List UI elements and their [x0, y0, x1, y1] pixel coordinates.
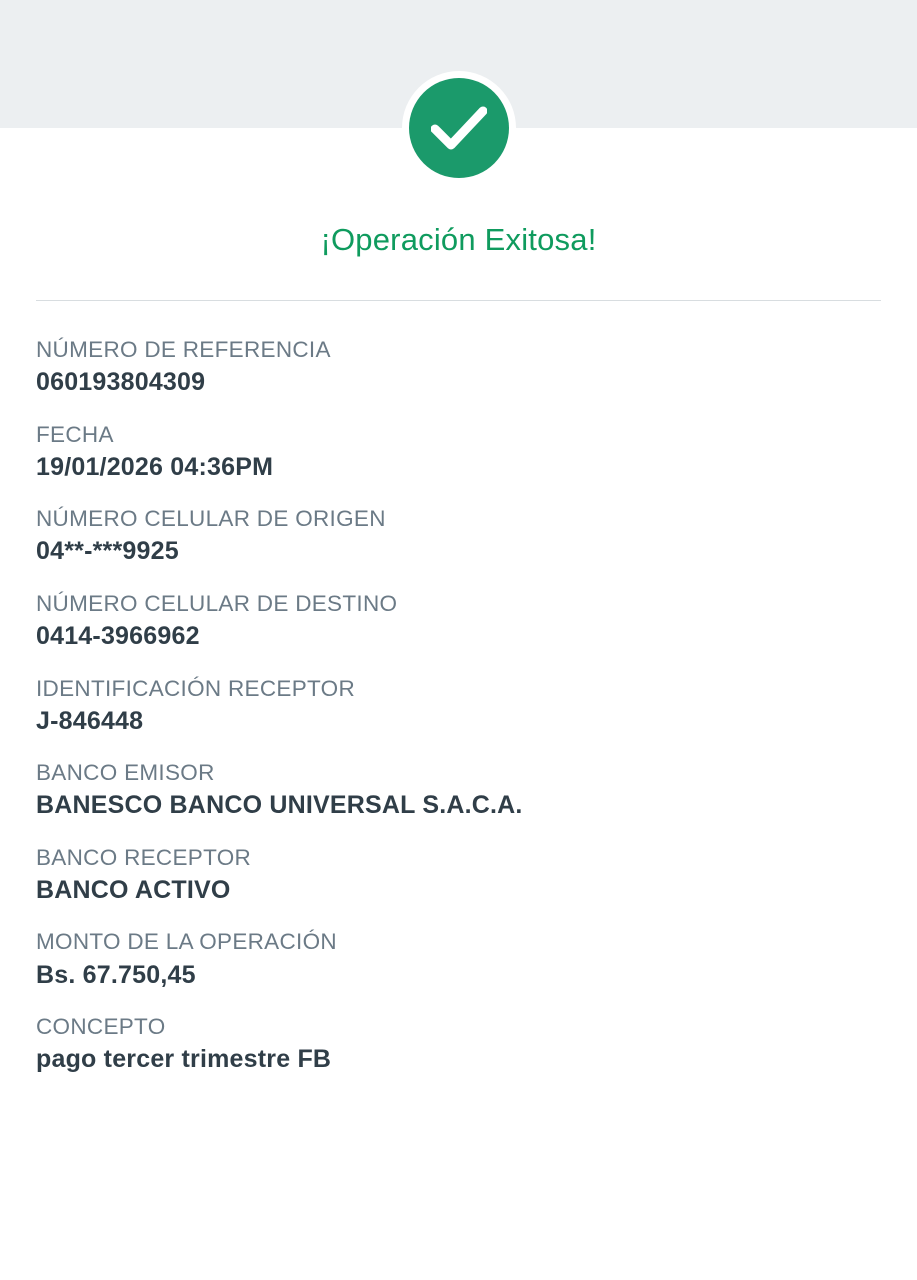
- field-value: 04**-***9925: [36, 537, 179, 566]
- field-label: BANCO RECEPTOR: [36, 844, 252, 870]
- field-value: pago tercer trimestre FB: [36, 1045, 332, 1074]
- field-value: J-846448: [36, 706, 144, 735]
- field-label: CONCEPTO: [36, 1014, 166, 1039]
- field-value: BANCO ACTIVO: [36, 875, 231, 904]
- divider: [36, 300, 881, 301]
- receipt-field: [36, 759, 881, 822]
- success-headline: ¡Operación Exitosa!: [320, 222, 597, 257]
- field-value: 0414-3966962: [36, 622, 200, 650]
- field-label: BANCO EMISOR: [36, 760, 215, 786]
- receipt-field: [36, 505, 881, 568]
- receipt-field: [36, 844, 881, 907]
- receipt-field: [36, 1013, 881, 1076]
- field-value: 19/01/2026 04:36PM: [36, 452, 274, 481]
- field-label: NÚMERO CELULAR DE ORIGEN: [36, 506, 386, 532]
- field-label: NÚMERO CELULAR DE DESTINO: [36, 590, 398, 616]
- receipt-field: [36, 928, 881, 991]
- field-value: 060193804309: [36, 368, 206, 397]
- field-label: NÚMERO DE REFERENCIA: [36, 337, 331, 362]
- receipt-field: [36, 336, 881, 399]
- receipt-field: [36, 421, 881, 484]
- receipt-field: [36, 675, 881, 738]
- field-value: Bs. 67.750,45: [36, 960, 196, 989]
- field-label: MONTO DE LA OPERACIÓN: [36, 929, 337, 955]
- receipt-field: [36, 590, 881, 653]
- field-label: IDENTIFICACIÓN RECEPTOR: [36, 675, 356, 701]
- check-circle-icon: [409, 78, 509, 178]
- field-value: BANESCO BANCO UNIVERSAL S.A.C.A.: [36, 791, 523, 820]
- success-icon-container: [0, 78, 917, 182]
- field-label: FECHA: [36, 421, 114, 447]
- receipt-field-list: [36, 336, 881, 1098]
